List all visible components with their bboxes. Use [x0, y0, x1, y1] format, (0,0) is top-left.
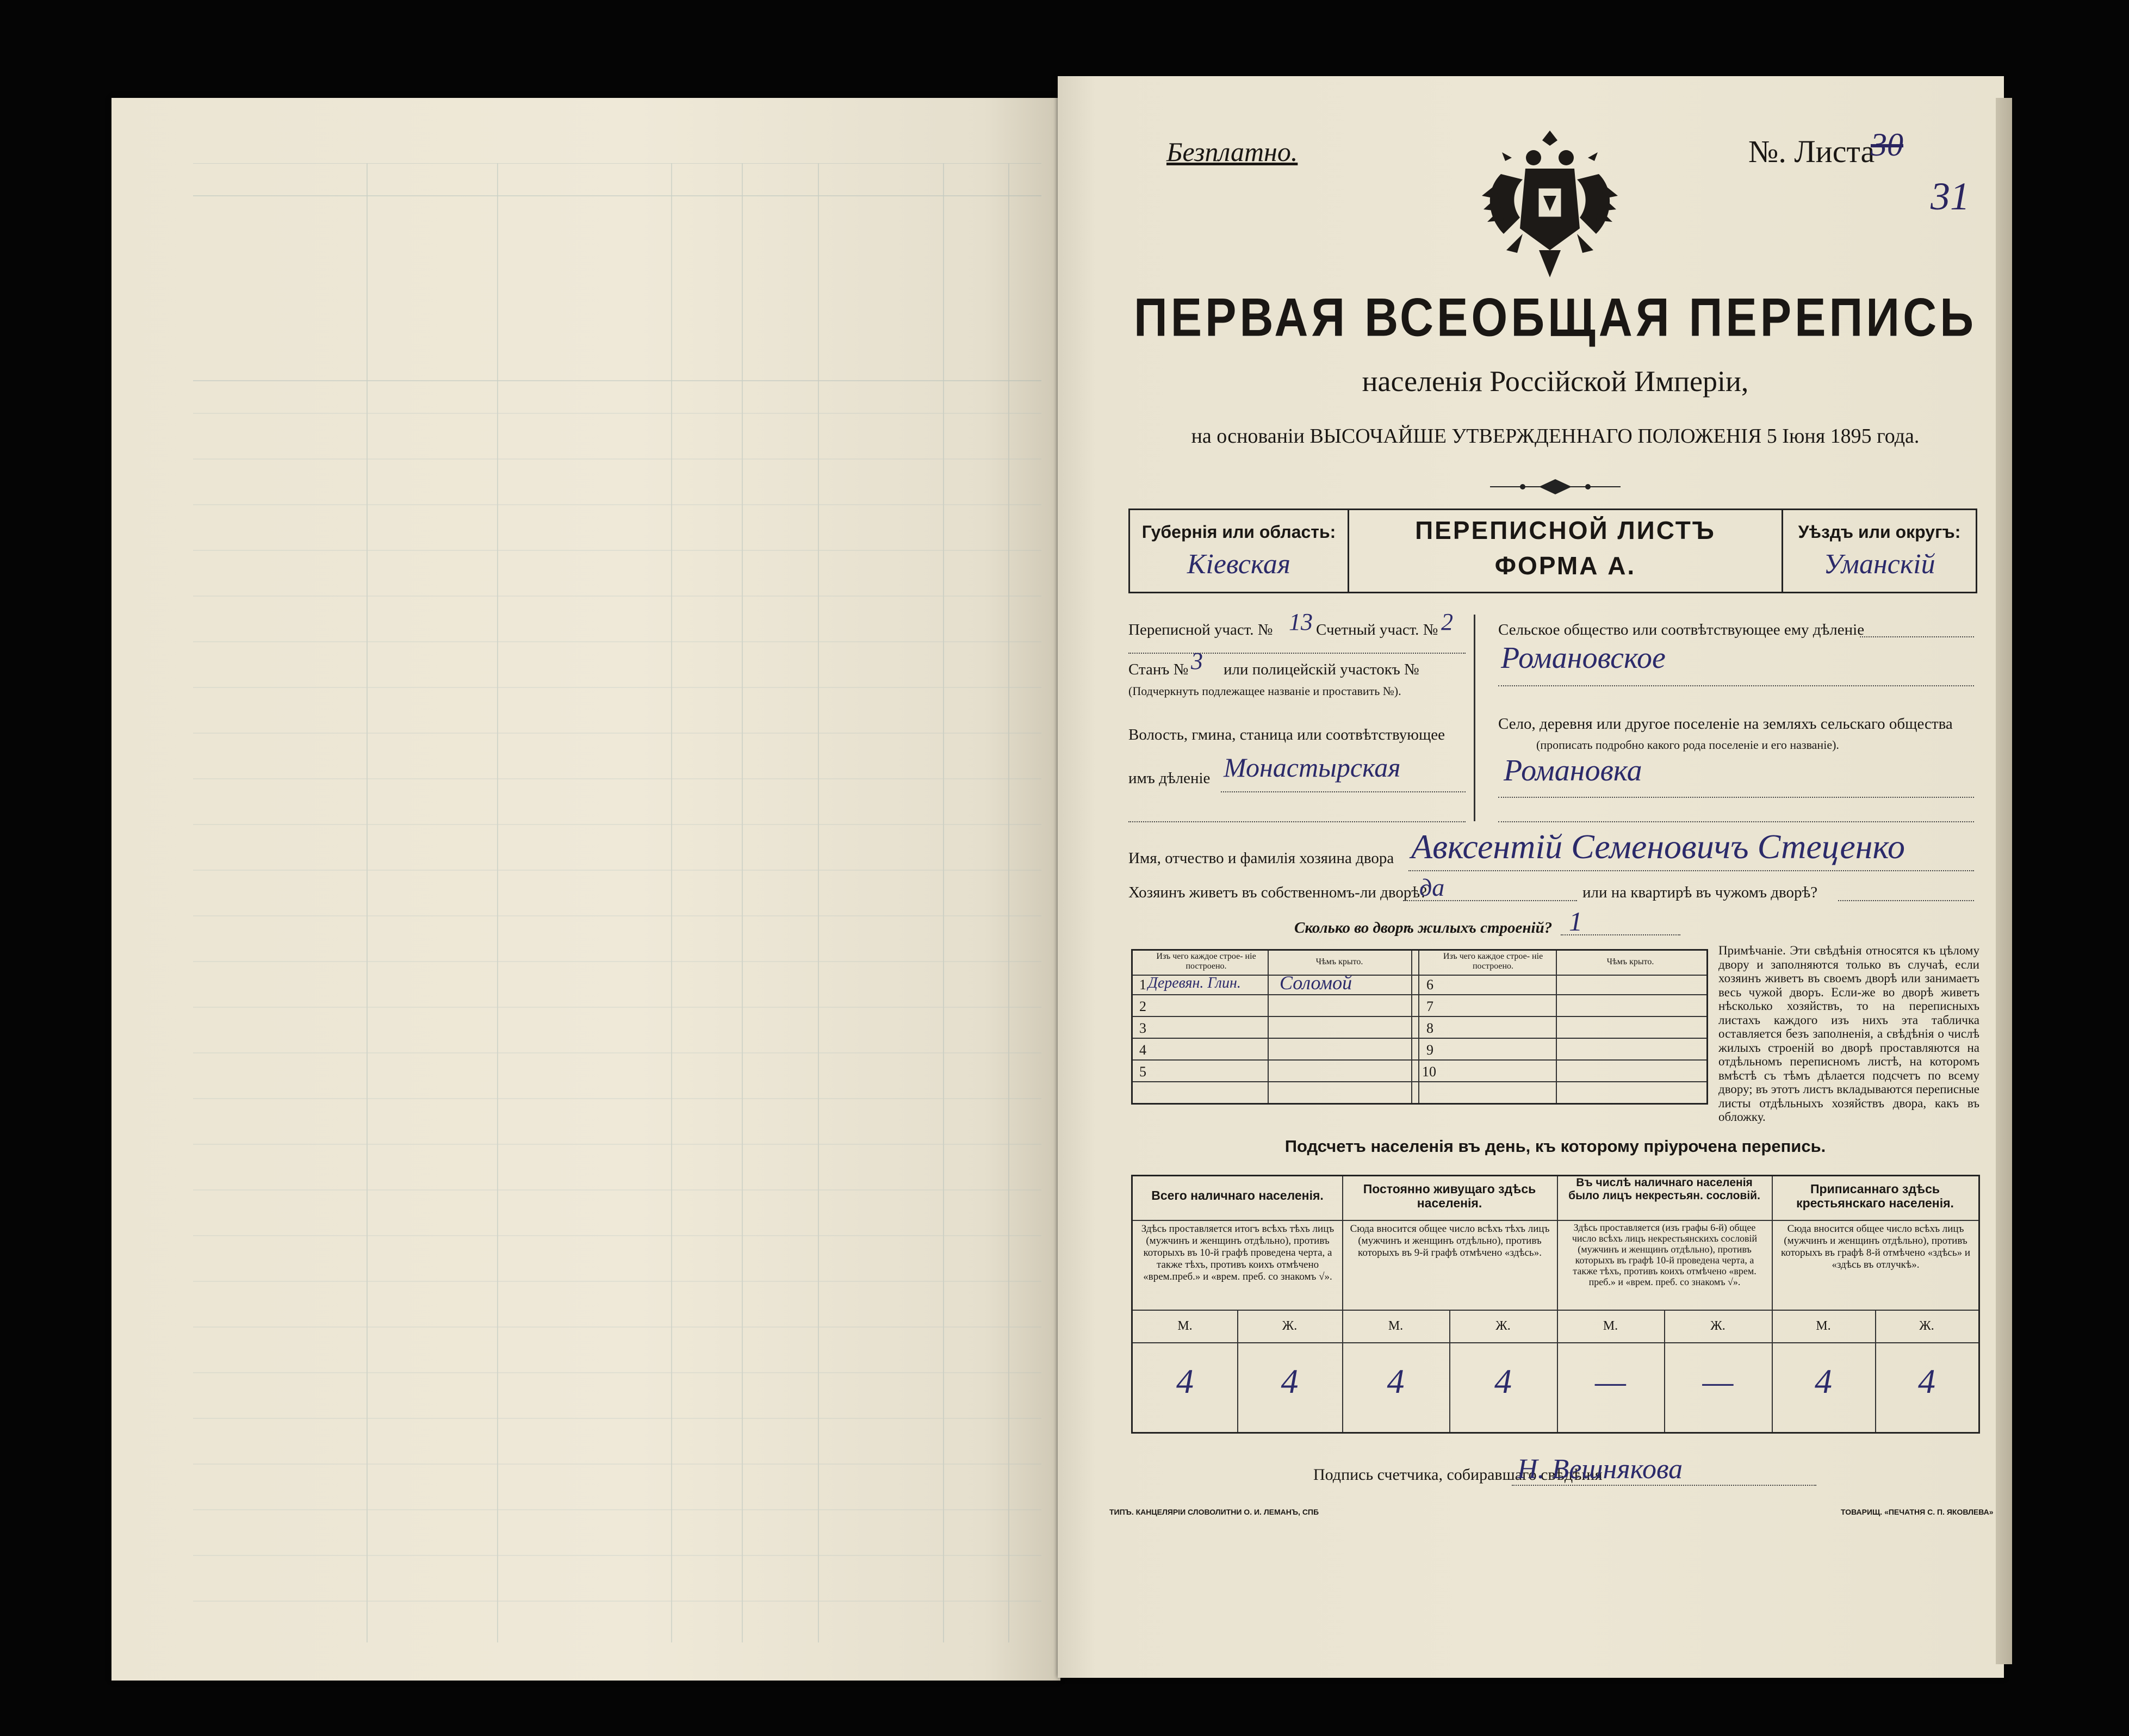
bleed-through-grid [193, 163, 1041, 1642]
building-row-number: 2 [1139, 999, 1146, 1014]
buildings-count-value: 1 [1569, 906, 1582, 937]
pop-col-nonpeasant-desc: Здѣсь проставляется (изъ графы 6-й) общее число всѣхъ лицъ некрестьянскихъ сословій (мужчинъ и женщинъ отдѣльно), противъ которыхъ въ графѣ 10-й проведена черта, а также тѣхъ, противъ коихъ отмѣчено «врем. преб.» и «врем. преб. со знакомъ √». [1572, 1222, 1758, 1287]
rule [1838, 900, 1974, 901]
building-row-number: 10 [1422, 1064, 1436, 1080]
building-row-number: 1 [1139, 977, 1146, 993]
census-legal-basis: на основаніи ВЫСОЧАЙШЕ УТВЕРЖДЕННАГО ПОЛОЖЕНІЯ 5 Іюня 1895 года. [1191, 425, 1920, 448]
rural-society-label: Сельское общество или соотвѣтствующее ему дѣленіе [1498, 621, 1865, 638]
sex-f-label: Ж. [1282, 1319, 1298, 1333]
building-material-value: Деревян. Глин. [1148, 975, 1241, 991]
census-area-label: Переписной участ. № [1128, 621, 1273, 638]
sheet-number-label: №. Листа [1748, 134, 1875, 169]
sheet-number-value: 31 [1931, 175, 1970, 218]
pop-col-total-desc: Здѣсь проставляется итогъ всѣхъ тѣхъ лицъ (мужчинъ и женщинъ отдѣльно), противъ которыхъ въ 10-й графѣ проведена черта, а также тѣхъ, противъ коихъ отмѣчено «врем.преб.» и «врем. преб. со знакомъ √». [1141, 1223, 1334, 1282]
free-label: Безплатно. [1166, 137, 1298, 167]
census-area-value: 13 [1289, 609, 1313, 635]
pop-resident-m: 4 [1387, 1362, 1405, 1400]
volost-value: Монастырская [1224, 752, 1401, 783]
signature-value: Н. Вешнякова [1517, 1454, 1683, 1485]
census-title: ПЕРВАЯ ВСЕОБЩАЯ ПЕРЕПИСЬ [1133, 287, 1977, 348]
stan-label: Станъ № [1128, 661, 1189, 678]
building-row-number: 7 [1426, 999, 1433, 1014]
building-row-number: 9 [1426, 1042, 1433, 1058]
building-row-number: 4 [1139, 1042, 1146, 1058]
roof-header: Чѣмъ крыто. [1315, 957, 1363, 966]
district-value: Уманскій [1823, 549, 1935, 580]
building-row-number: 3 [1139, 1020, 1146, 1036]
buildings-count-label: Сколько во дворѣ жилыхъ строеній? [1294, 919, 1553, 937]
material-header: Изъ чего каждое строе- ніе построено. [1156, 952, 1256, 971]
pop-resident-f: 4 [1494, 1362, 1512, 1400]
buildings-table [1131, 949, 1708, 1105]
building-roof-value: Соломой [1280, 972, 1352, 994]
column-divider [1474, 615, 1475, 821]
province-cell [1130, 510, 1349, 592]
owner-lives-own-value: да [1419, 873, 1445, 901]
form-name-cell [1349, 510, 1783, 592]
owner-label: Имя, отчество и фамилія хозяина двора [1128, 850, 1394, 867]
rural-society-value: Романовское [1501, 641, 1666, 675]
village-label: Село, деревня или другое поселеніе на земляхъ сельскаго общества [1498, 715, 1953, 733]
count-area-value: 2 [1441, 609, 1453, 635]
sex-f-label: Ж. [1919, 1319, 1934, 1333]
pop-peasant-m: 4 [1815, 1362, 1832, 1400]
volost-label: Волость, гмина, станица или соотвѣтствующее [1128, 726, 1445, 743]
building-row-number: 5 [1139, 1064, 1146, 1080]
pop-col-total-head: Всего наличнаго населенія. [1151, 1188, 1324, 1202]
left-blank-page [111, 98, 1060, 1681]
village-hint: (прописать подробно какого рода поселеніе и его названіе). [1536, 738, 1839, 752]
owner-lives-own-label: Хозяинъ живетъ въ собственномъ-ли дворѣ? [1128, 884, 1427, 901]
sex-m-label: М. [1388, 1319, 1404, 1333]
form-name-line2: ФОРМА А. [1494, 551, 1636, 580]
sex-f-label: Ж. [1495, 1319, 1511, 1333]
sex-m-label: М. [1603, 1319, 1618, 1333]
sex-f-label: Ж. [1710, 1319, 1725, 1333]
province-value: Кіевская [1187, 549, 1291, 580]
pop-total-m: 4 [1176, 1362, 1194, 1400]
count-area-label: Счетный участ. № [1316, 621, 1438, 638]
rule [1512, 1485, 1816, 1486]
page-edge [1996, 98, 2012, 1664]
pop-nonpeasant-m: — [1595, 1362, 1626, 1400]
signature-label: Подпись счетчика, собиравшаго свѣдѣнія [1313, 1466, 1603, 1484]
printer-footer-right: ТОВАРИЩ. «ПЕЧАТНЯ С. П. ЯКОВЛЕВА» [1841, 1508, 1994, 1516]
double-headed-eagle-emblem-icon [1479, 125, 1621, 283]
province-label: Губернія или область: [1141, 522, 1336, 542]
pop-total-f: 4 [1281, 1362, 1299, 1400]
building-row-number: 6 [1426, 977, 1433, 993]
pop-col-nonpeasant-head: Въ числѣ наличнаго населенія было лицъ некрестьян. сословій. [1568, 1176, 1760, 1202]
rule [1128, 821, 1466, 822]
rule [1498, 797, 1974, 798]
district-label: Уѣздъ или округъ: [1798, 522, 1961, 542]
buildings-note: Примѣчаніе. Эти свѣдѣнія относятся къ цѣлому двору и заполняются только въ случаѣ, если хозяинъ живетъ въ своемъ дворѣ или занимаетъ весь чужой дворъ. Если-же во дворѣ живетъ нѣсколько хозяйствъ, то на переписныхъ листахъ каждого изъ нихъ эта табличка оставляется безъ заполненія, а свѣдѣнія о числѣ жилыхъ строеній во дворѣ проставляются на отдѣльномъ переписномъ листѣ, на которомъ вмѣстѣ съ тѣмъ дѣлается подсчетъ по всему двору; въ этотъ листъ вкладываются переписные листы отдѣльныхъ хозяйствъ двора, какъ въ обложку. [1718, 944, 1979, 1124]
rule [1498, 821, 1974, 822]
pop-nonpeasant-f: — [1702, 1362, 1734, 1400]
sex-m-label: М. [1816, 1319, 1831, 1333]
district-cell [1783, 510, 1976, 592]
village-value: Романовка [1504, 754, 1642, 788]
pop-col-resident-desc: Сюда вносится общее число всѣхъ тѣхъ лицъ (мужчинъ и женщинъ отдѣльно), противъ которыхъ въ 9-й графѣ отмѣчено «здѣсь». [1350, 1223, 1550, 1258]
pop-col-peasant-head: Приписаннаго здѣсь крестьянскаго населенія. [1796, 1182, 1954, 1210]
sex-m-label: М. [1177, 1319, 1193, 1333]
rule [1128, 653, 1466, 654]
volost-label-2: имъ дѣленіе [1128, 770, 1211, 787]
rule [1498, 685, 1974, 686]
roof-header-2: Чѣмъ крыто. [1606, 957, 1654, 966]
population-count-title: Подсчетъ населенія въ день, къ которому пріурочена перепись. [1284, 1137, 1826, 1156]
stan-hint: (Подчеркнуть подлежащее названіе и проставить №). [1128, 684, 1401, 698]
pop-col-peasant-desc: Сюда вносится общее число всѣхъ лицъ (мужчинъ и женщинъ отдѣльно), противъ которыхъ въ графѣ 8-й отмѣчено «здѣсь» и «здѣсь въ отлучкѣ». [1780, 1223, 1971, 1270]
population-table [1131, 1175, 1980, 1434]
pop-col-resident-head: Постоянно живущаго здѣсь населенія. [1363, 1182, 1536, 1210]
ornament-divider [1490, 476, 1621, 498]
sheet-number-struck: 30 [1871, 127, 1903, 163]
rule [1408, 870, 1974, 871]
rule [1403, 900, 1577, 901]
census-subtitle: населенія Россійской Имперіи, [1362, 365, 1749, 398]
form-name-line1: ПЕРЕПИСНОЙ ЛИСТЪ [1415, 516, 1716, 544]
form-header-box [1128, 509, 1977, 593]
building-row-number: 8 [1426, 1020, 1433, 1036]
rule [1860, 636, 1974, 637]
owner-rents-label: или на квартирѣ въ чужомъ дворѣ? [1582, 884, 1818, 901]
material-header-2: Изъ чего каждое строе- ніе построено. [1443, 952, 1543, 971]
owner-value: Авксентій Семеновичъ Стеценко [1411, 827, 1905, 866]
printer-footer-left: ТИПЪ. КАНЦЕЛЯРІИ СЛОВОЛИТНИ О. И. ЛЕМАНЪ, СПБ [1109, 1508, 1319, 1516]
rule [1561, 934, 1680, 935]
rule [1221, 791, 1466, 792]
stan-or-police-label: или полицейскій участокъ № [1224, 661, 1419, 678]
stan-value: 3 [1191, 648, 1203, 674]
pop-peasant-f: 4 [1918, 1362, 1935, 1400]
